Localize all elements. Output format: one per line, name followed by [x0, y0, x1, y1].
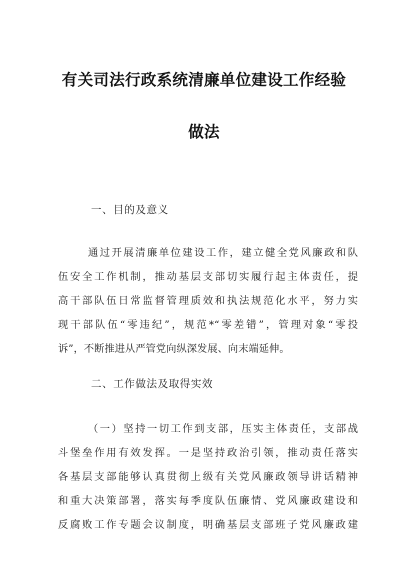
paragraph-line: 伍安全工作机制，推动基层支部切实履行起主体责任，提: [58, 272, 358, 283]
paragraph-line: 斗堡垒作用有效发挥。一是坚持政治引领，推动责任落实: [58, 448, 358, 459]
paragraph-line: 各基层支部能够认真贯彻上级有关党风廉政领导讲话精神: [58, 472, 358, 483]
paragraph-line: （一）坚持一切工作到支部，压实主体责任，支部战: [88, 424, 358, 435]
document-title-line-1: 有关司法行政系统清廉单位建设工作经验: [61, 71, 347, 89]
paragraph-line: 诉”，不断推进从严管党向纵深发展、向末端延伸。: [58, 344, 290, 355]
section-2-heading: 二、工作做法及取得实效: [91, 378, 214, 390]
section-1-heading: 一、目的及意义: [91, 204, 169, 216]
document-title-line-2: 做法: [188, 123, 220, 141]
paragraph-line: 和重大决策部署，落实每季度队伍廉情、党风廉政建设和: [58, 496, 358, 507]
paragraph-line: 现干部队伍“零违纪”，规范*“零差错”，管理对象“零投: [58, 320, 358, 331]
paragraph-line: 通过开展清廉单位建设工作，建立健全党风廉政和队: [88, 248, 358, 259]
paragraph-line: 反腐败工作专题会议制度，明确基层支部班子党风廉政建: [58, 520, 358, 531]
paragraph-line: 高干部队伍日常监督管理质效和执法规范化水平，努力实: [58, 296, 358, 307]
